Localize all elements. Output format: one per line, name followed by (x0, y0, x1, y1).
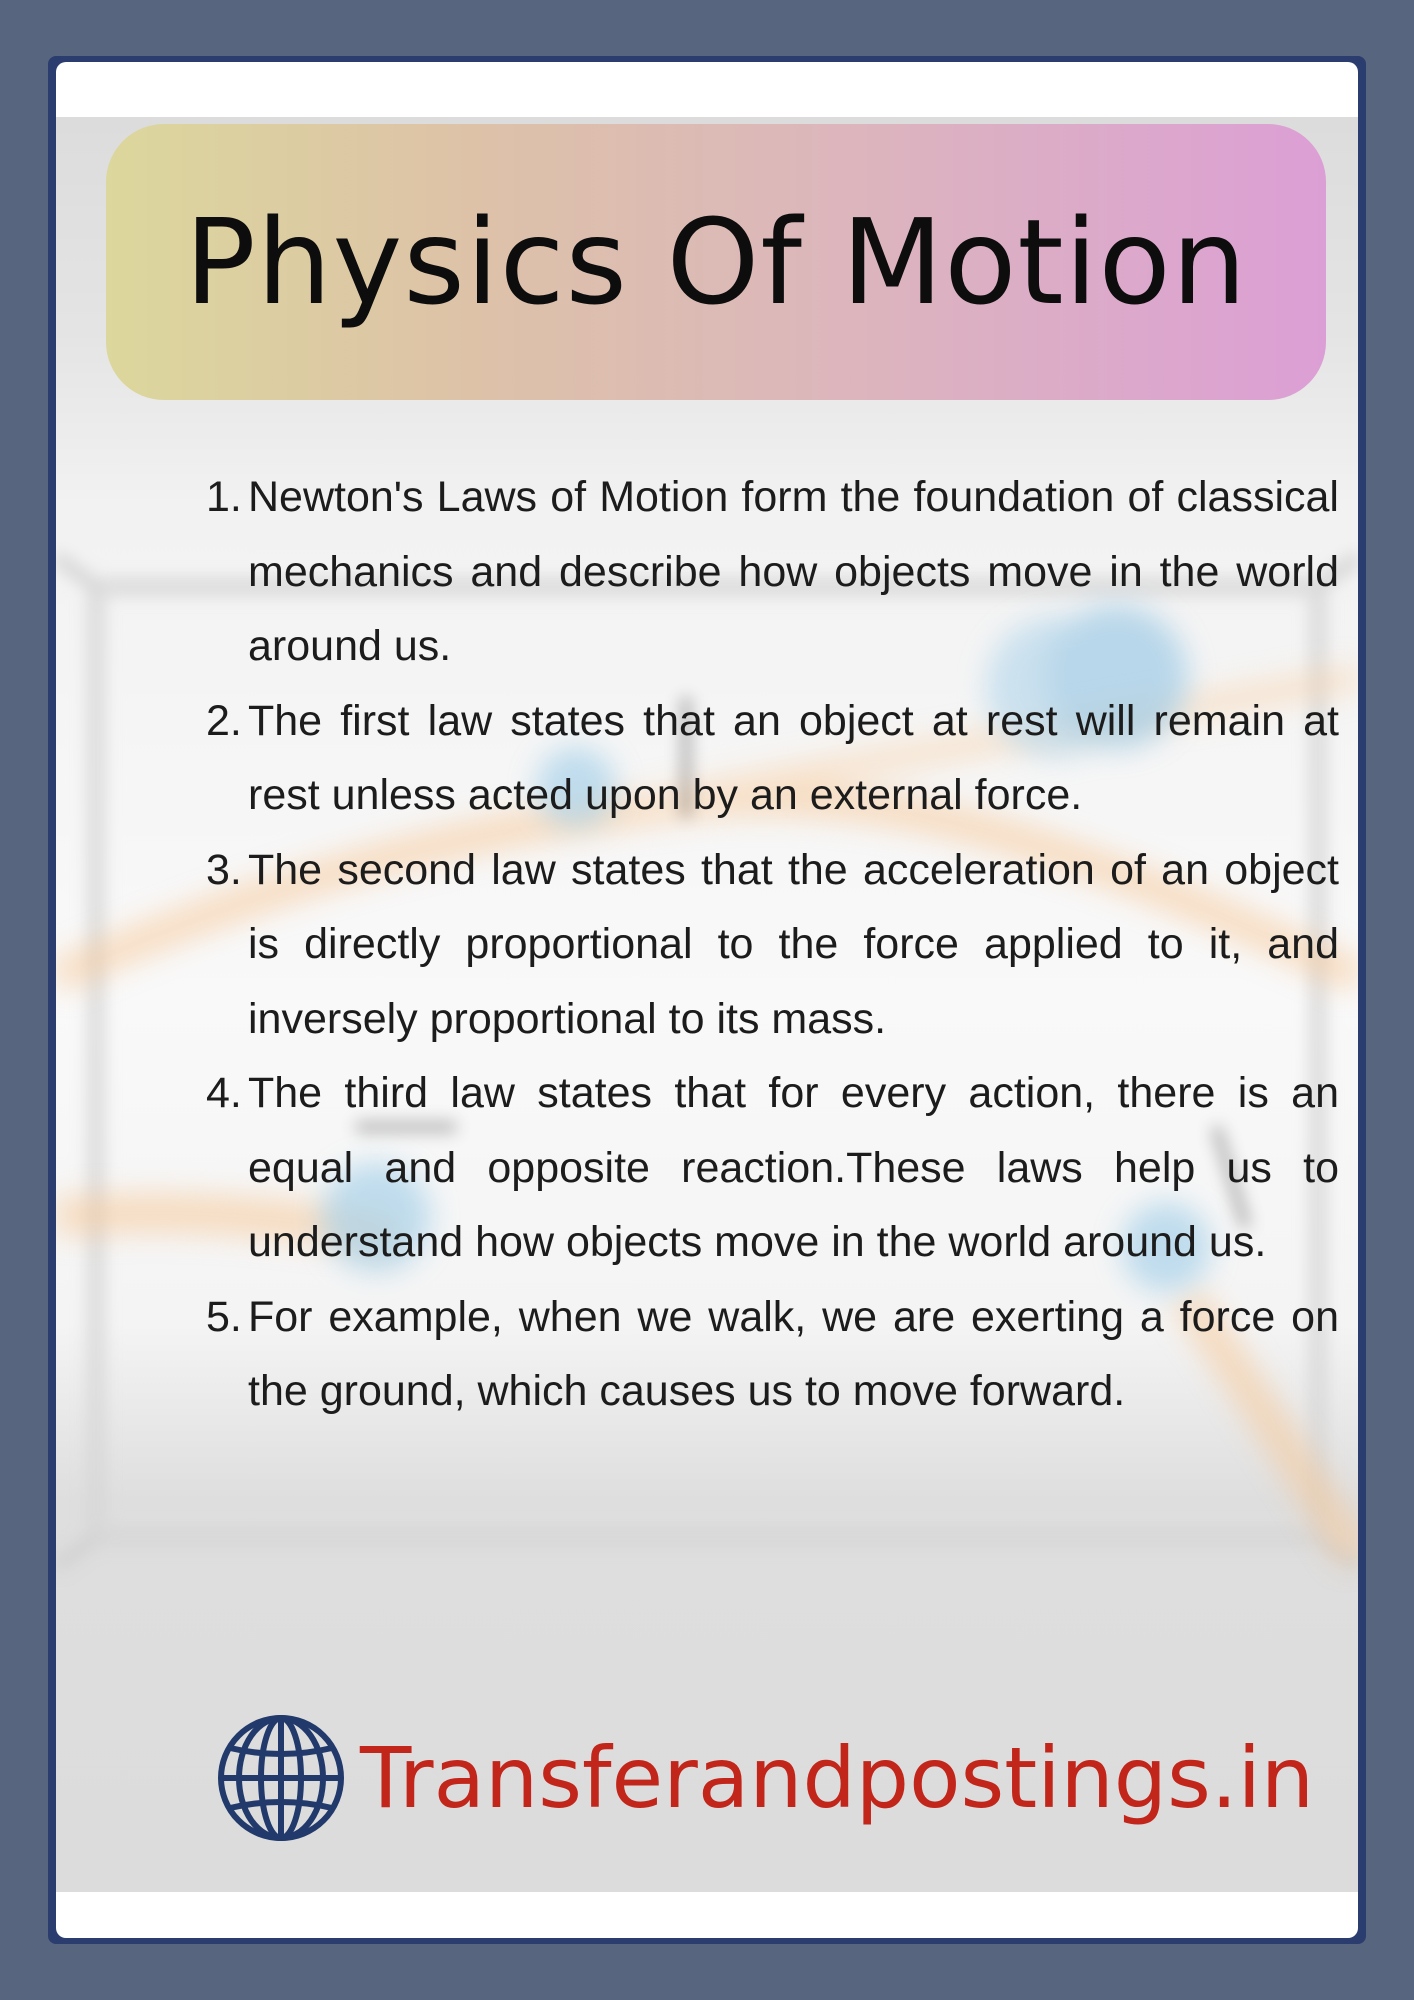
globe-icon (216, 1713, 346, 1843)
list-item (206, 460, 1339, 684)
page-title: Physics Of Motion (184, 193, 1248, 331)
list-item-number: 3. (206, 845, 242, 894)
list-item (206, 1280, 1339, 1429)
list-item (206, 833, 1339, 1057)
list-item (206, 1056, 1339, 1280)
title-banner (106, 124, 1326, 400)
list-item-text: The third law states that for every action, there is an equal and opposite reaction.These laws help us to understand how objects move in the world around us. (248, 1069, 1339, 1266)
list-item-number: 1. (206, 473, 242, 521)
list-item-text: For example, when we walk, we are exerting a force on the ground, which causes us to move forward. (248, 1292, 1339, 1415)
list-item (206, 684, 1339, 833)
site-name: Transferandpostings.in (360, 1729, 1315, 1827)
site-footer (216, 1710, 1314, 1846)
list-item-text: Newton's Laws of Motion form the foundation of classical mechanics and describe how objects move in the world around us. (248, 473, 1339, 670)
list-item-text: The first law states that an object at rest will remain at rest unless acted upon by an external force. (248, 696, 1339, 819)
list-item-text: The second law states that the acceleration of an object is directly proportional to the force applied to it, and inversely proportional to its mass. (248, 845, 1339, 1043)
list-item-number: 4. (206, 1069, 242, 1117)
poster-card (56, 62, 1358, 1938)
list-item-number: 5. (206, 1292, 242, 1341)
list-item-number: 2. (206, 696, 242, 745)
law-points-list (206, 460, 1339, 1429)
